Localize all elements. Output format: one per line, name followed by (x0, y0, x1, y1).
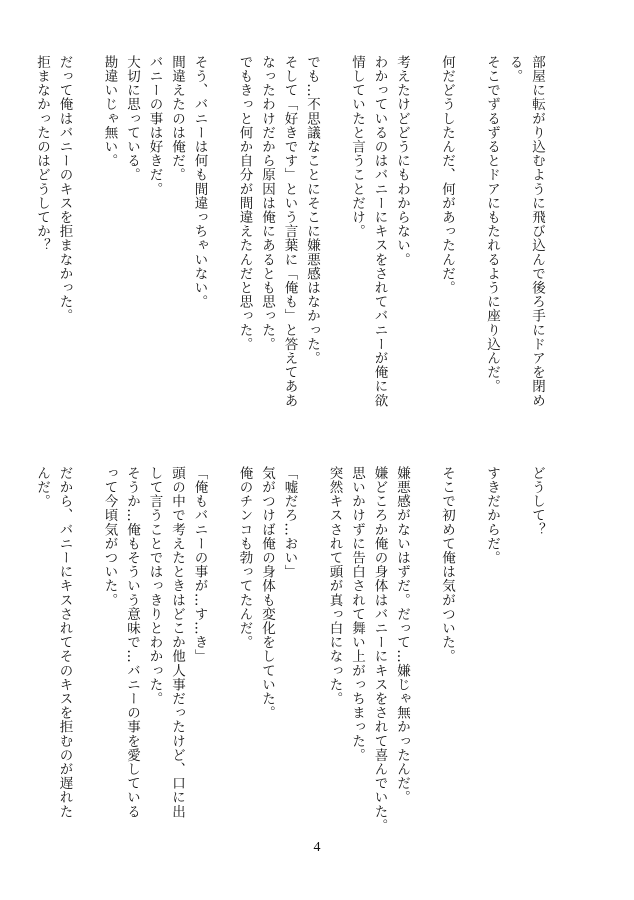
text-line: 思いかけずに告白されて舞い上がっちまった。 (349, 466, 365, 763)
text-line: 大切に思っている。 (124, 55, 140, 182)
text-line: そこで初めて俺は気がついた。 (439, 466, 455, 664)
blank-line (458, 466, 481, 836)
text-line: 俺のチンコも勃ってたんだ。 (236, 466, 253, 650)
text-line: んだ。 (34, 466, 50, 509)
text-line: そこでずるずるとドアにもたれるように座り込んだ。 (484, 55, 500, 394)
text-line: そう、バニーは何も間違っちゃいない。 (191, 55, 208, 309)
text-line: して言うことではっきりとわかった。 (146, 466, 163, 706)
text-line: 嫌悪感がないはずだ。だって…嫌じゃ無かったんだ。 (394, 466, 410, 805)
text-line: 嫌どころか俺の身体はバニーにキスをされて喜んでいた。 (371, 466, 388, 833)
text-line: 情していたと言うことだけ。 (349, 55, 365, 239)
lower-text-block (34, 466, 548, 836)
text-line: 間違えたのは俺だ。 (169, 55, 185, 182)
text-line: 突然キスされて頭が真っ白になった。 (326, 466, 343, 706)
text-line: る。 (506, 55, 523, 84)
blank-line (413, 466, 436, 836)
text-line: そして「好きです」という言葉に「俺も」と答えてああ (281, 55, 298, 408)
text-line: でも…不思議なことにそこに嫌悪感はなかった。 (304, 55, 320, 366)
upper-text-block (34, 55, 548, 425)
blank-line (503, 466, 526, 836)
text-line: 考えたけどどうにもわからない。 (394, 55, 410, 267)
page-number: 4 (313, 840, 321, 855)
text-line: バニーの事は好きだ。 (146, 55, 163, 196)
text-line: 頭の中で考えたときはどこか他人事だったけど、口に出 (169, 466, 185, 819)
blank-line (76, 466, 99, 836)
blank-line (76, 55, 99, 425)
blank-line (458, 55, 481, 425)
text-line: なったわけだから原因は俺にあるとも思った。 (259, 55, 275, 352)
blank-line (211, 55, 234, 425)
text-line: すきだからだ。 (484, 466, 500, 565)
text-line: 勘違いじゃ無い。 (101, 55, 118, 168)
text-line: 部屋に転がり込むように飛び込んで後ろ手にドアを閉め (529, 55, 545, 408)
blank-line (211, 466, 234, 836)
text-line: 「嘘だろ…おい」 (281, 466, 298, 579)
text-line: 拒まなかったのはどうしてか？ (34, 55, 50, 253)
text-line: そうか…俺もそういう意味で…バニーの事を愛している (124, 466, 140, 819)
text-line: どうして？ (529, 466, 545, 537)
text-line: 「俺もバニーの事が…す…き」 (191, 466, 208, 664)
text-line: でもきっと何か自分が間違えたんだと思った。 (236, 55, 253, 352)
text-line: って今頃気がついた。 (101, 466, 118, 607)
blank-line (301, 466, 324, 836)
text-line: 気がつけば俺の身体も変化をしていた。 (259, 466, 275, 720)
text-line: 何だどうしたんだ、何があったんだ。 (439, 55, 455, 295)
text-line: わかっているのはバニーにキスをされてバニーが俺に欲 (371, 55, 388, 408)
blank-line (413, 55, 436, 425)
blank-line (323, 55, 346, 425)
text-line: だから、バニーにキスされてそのキスを拒むのが遅れた (56, 466, 73, 819)
text-line: だって俺はバニーのキスを拒まなかった。 (56, 55, 73, 323)
